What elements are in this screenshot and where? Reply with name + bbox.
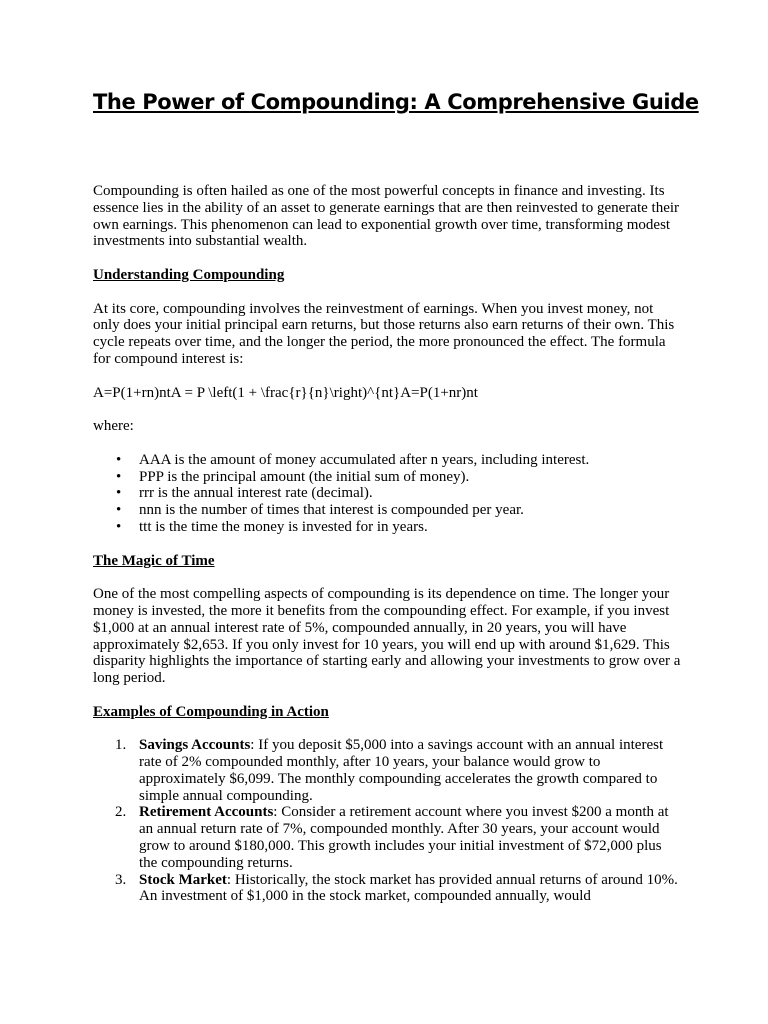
document-page <box>93 88 699 905</box>
example-label: Retirement Accounts <box>139 804 274 821</box>
document-body <box>93 183 683 905</box>
example-text: : If you deposit $5,000 into a savings account with an annual interest rate of 2% compounded monthly, after 10 years, your balance would grow to approximately $6,099. The monthly compounding accelerates the growth compared to simple annual compounding. <box>139 737 664 804</box>
list-item <box>116 485 683 502</box>
variable-list <box>93 452 683 536</box>
where-label: where: <box>93 418 134 435</box>
section-heading-magic-of-time: The Magic of Time <box>93 552 215 569</box>
list-item <box>116 502 683 519</box>
list-item <box>115 737 683 804</box>
list-item-text: AAA is the amount of money accumulated after n years, including interest. <box>139 451 590 468</box>
list-item-text: PPP is the principal amount (the initial sum of money). <box>139 468 470 485</box>
list-item <box>115 804 683 871</box>
understanding-paragraph: At its core, compounding involves the reinvestment of earnings. When you invest money, not only does your initial principal earn returns, but those returns also earn returns of their own. This cycle repeats over time, and the longer the period, the more pronounced the effect. The formula for compound interest is: <box>93 300 675 367</box>
bullet-icon: • <box>116 468 122 485</box>
list-item <box>116 518 683 536</box>
example-label: Savings Accounts <box>139 737 251 754</box>
list-item <box>115 871 683 906</box>
list-item <box>116 468 683 486</box>
list-item-text: ttt is the time the money is invested for in years. <box>139 518 428 535</box>
example-label: Stock Market <box>139 871 227 888</box>
bullet-icon: • <box>116 485 122 502</box>
formula-text: A=P(1+rn)ntA = P \left(1 + \frac{r}{n}\right)^{nt}A=P(1+nr)nt <box>93 384 478 401</box>
list-item-text: rrr is the annual interest rate (decimal). <box>139 485 373 502</box>
list-item-text: nnn is the number of times that interest is compounded per year. <box>139 502 524 519</box>
intro-paragraph: Compounding is often hailed as one of the most powerful concepts in finance and investing. Its essence lies in the ability of an asset to generate earnings that are then reinvested to generate their own earnings. This phenomenon can lead to exponential growth over time, transforming modest investments into substantial wealth. <box>93 183 680 250</box>
bullet-icon: • <box>116 518 122 535</box>
bullet-icon: • <box>116 502 122 519</box>
list-item <box>116 451 683 469</box>
section-heading-understanding: Understanding Compounding <box>93 266 285 283</box>
magic-of-time-paragraph: One of the most compelling aspects of compounding is its dependence on time. The longer your money is invested, the more it benefits from the compounding effect. For example, if you invest $1,000 at an annual interest rate of 5%, compounded annually, in 20 years, you will have approximately $2,653. If you only invest for 10 years, you will end up with around $1,629. This disparity highlights the importance of starting early and allowing your investments to grow over a long period. <box>93 586 681 687</box>
example-text: : Consider a retirement account where you invest $200 a month at an annual return rate of 7%, compounded monthly. After 30 years, your account would grow to around $180,000. This growth includes your initial investment of $72,000 plus the compounding returns. <box>139 804 669 871</box>
list-number: 3. <box>115 871 127 888</box>
examples-list <box>93 737 683 905</box>
list-number: 2. <box>115 804 127 821</box>
example-text: : Historically, the stock market has provided annual returns of around 10%. An investment of $1,000 in the stock market, compounded annually, would <box>139 871 678 905</box>
bullet-icon: • <box>116 451 122 468</box>
document-title: The Power of Compounding: A Comprehensive Guide <box>93 90 699 114</box>
list-number: 1. <box>115 737 127 754</box>
section-heading-examples: Examples of Compounding in Action <box>93 703 329 720</box>
